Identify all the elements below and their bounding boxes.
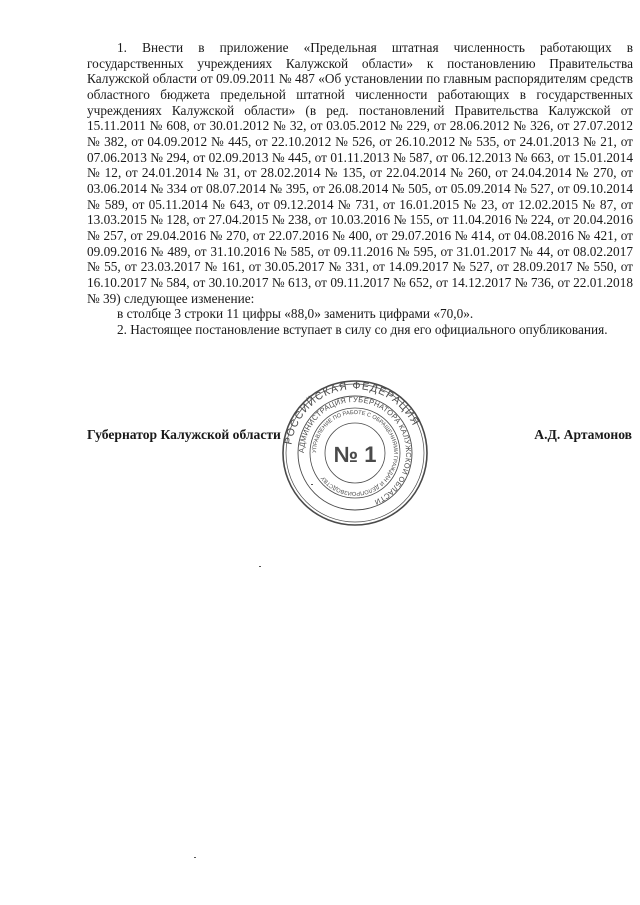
- paragraph-amendment: 1. Внести в приложение «Предельная штатная численность работающих в государственных учреждениях Калужской области» к постановлению Правительства Калужской области от 09.09.2011 № 487 «Об установлении по главным распорядителям средств областного бюджета предельной штатной численности работающих в государственных учреждениях Калужской области» (в ред. постановлений Правительства Калужской от 15.11.2011 № 608, от 30.01.2012 № 32, от 03.05.2012 № 229, от 28.06.2012 № 326, от 27.07.2012 № 382, от 04.09.2012 № 445, от 22.10.2012 № 526, от 26.10.2012 № 535, от 24.01.2013 № 21, от 07.06.2013 № 294, от 02.09.2013 № 445, от 01.11.2013 № 587, от 06.12.2013 № 663, от 15.01.2014 № 12, от 24.01.2014 № 31, от 28.02.2014 № 135, от 22.04.2014 № 260, от 24.04.2014 № 270, от 03.06.2014 № 334 от 08.07.2014 № 395, от 26.08.2014 № 505, от 05.09.2014 № 527, от 09.10.2014 № 589, от 05.11.2014 № 643, от 09.12.2014 № 731, от 16.01.2015 № 23, от 12.02.2015 № 87, от 13.03.2015 № 128, от 27.04.2015 № 238, от 10.03.2016 № 155, от 11.04.2016 № 224, от 20.04.2016 № 257, от 29.04.2016 № 270, от 22.07.2016 № 400, от 29.07.2016 № 414, от 04.08.2016 № 421, от 09.09.2016 № 489, от 31.10.2016 № 585, от 09.11.2016 № 595, от 31.01.2017 № 44, от 08.02.2017 № 55, от 23.03.2017 № 161, от 30.05.2017 № 331, от 14.09.2017 № 527, от 28.09.2017 № 550, от 16.10.2017 № 584, от 30.10.2017 № 613, от 09.11.2017 № 652, от 14.12.2017 № 736, от 22.01.2018 № 39) следующее изменение:: [87, 40, 633, 306]
- paragraph-effective: 2. Настоящее постановление вступает в силу со дня его официального опубликования.: [117, 321, 608, 337]
- seal-inner-text: УПРАВЛЕНИЕ ПО РАБОТЕ С ОБРАЩЕНИЯМИ ГРАЖДАН И ДЕЛОПРОИЗВОДСТВУ: [311, 409, 399, 497]
- seal-outer-text: РОССИЙСКАЯ ФЕДЕРАЦИЯ: [282, 379, 422, 446]
- seal-middle-text: АДМИНИСТРАЦИЯ ГУБЕРНАТОРА КАЛУЖСКОЙ ОБЛАСТИ: [296, 394, 414, 507]
- scan-speck: [311, 484, 313, 485]
- official-seal: [280, 378, 430, 528]
- paragraph-change: в столбце 3 строки 11 цифры «88,0» заменить цифрами «70,0».: [117, 306, 474, 322]
- scan-speck: [194, 857, 196, 858]
- document-body: [87, 40, 633, 337]
- signature-title: Губернатор Калужской области: [87, 427, 281, 442]
- seal-number: № 1: [333, 442, 377, 467]
- signature-name: А.Д. Артамонов: [534, 427, 632, 442]
- scan-speck: [259, 566, 261, 567]
